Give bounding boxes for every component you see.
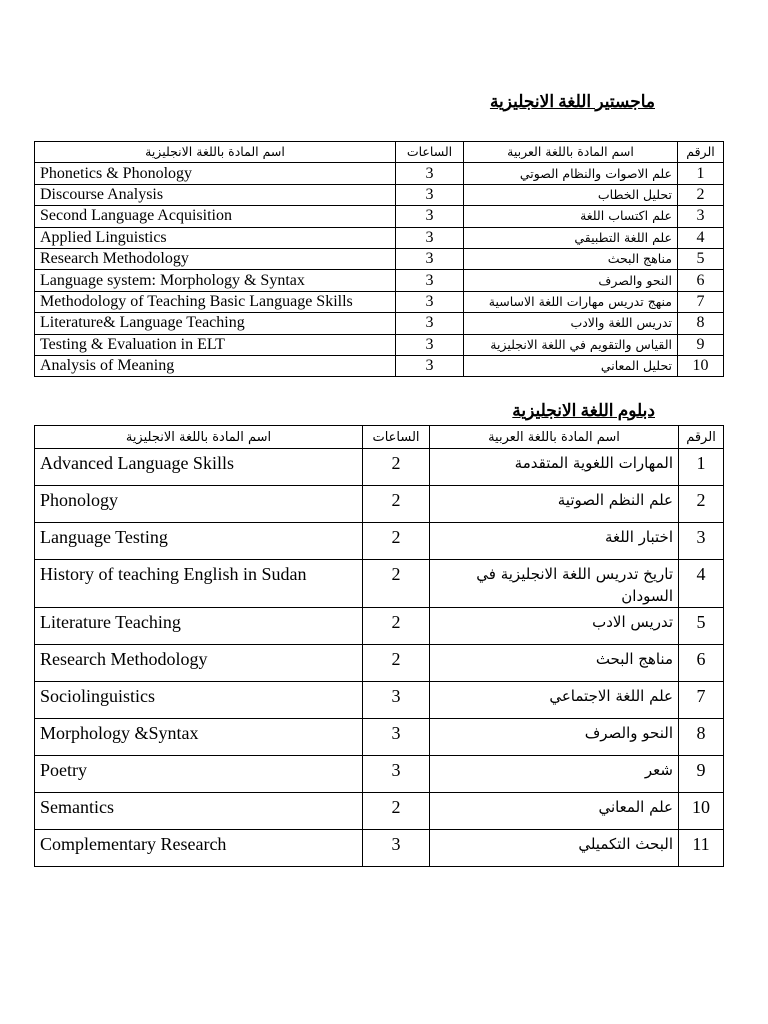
diploma-courses-table <box>34 425 724 867</box>
header-arabic-name: اسم المادة باللغة العربية <box>430 426 679 449</box>
course-arabic-name: علم الاصوات والنظام الصوتي <box>464 163 678 184</box>
course-english-name: Morphology &Syntax <box>35 719 363 756</box>
course-arabic-name: علم اكتساب اللغة <box>464 206 678 227</box>
course-number: 8 <box>679 719 724 756</box>
course-number: 3 <box>679 523 724 560</box>
table-row <box>35 793 724 830</box>
course-number: 1 <box>679 449 724 486</box>
course-hours: 2 <box>363 486 430 523</box>
table-row <box>35 206 724 227</box>
course-english-name: Applied Linguistics <box>35 227 396 248</box>
course-english-name: Language system: Morphology & Syntax <box>35 270 396 291</box>
course-arabic-name: تدريس اللغة والادب <box>464 313 678 334</box>
course-hours: 3 <box>396 355 464 376</box>
course-arabic-name: علم اللغة الاجتماعي <box>430 682 679 719</box>
table-header-row <box>35 426 724 449</box>
course-english-name: Research Methodology <box>35 248 396 269</box>
course-hours: 2 <box>363 523 430 560</box>
master-title: ماجستير اللغة الانجليزية <box>489 92 655 111</box>
course-number: 3 <box>678 206 724 227</box>
table-row <box>35 682 724 719</box>
course-arabic-name: شعر <box>430 756 679 793</box>
table-row <box>35 184 724 205</box>
course-arabic-name: علم المعاني <box>430 793 679 830</box>
course-english-name: Methodology of Teaching Basic Language Skills <box>35 291 396 312</box>
header-arabic-name: اسم المادة باللغة العربية <box>464 142 678 163</box>
course-hours: 3 <box>363 719 430 756</box>
course-english-name: Advanced Language Skills <box>35 449 363 486</box>
course-number: 4 <box>678 227 724 248</box>
course-english-name: Testing & Evaluation in ELT <box>35 334 396 355</box>
table-row <box>35 227 724 248</box>
course-english-name: Analysis of Meaning <box>35 355 396 376</box>
course-number: 4 <box>679 560 724 608</box>
course-arabic-name: علم اللغة التطبيقي <box>464 227 678 248</box>
table-row <box>35 248 724 269</box>
header-number: الرقم <box>678 142 724 163</box>
course-number: 9 <box>678 334 724 355</box>
course-arabic-name: المهارات اللغوية المتقدمة <box>430 449 679 486</box>
course-arabic-name: تاريخ تدريس اللغة الانجليزية في السودان <box>430 560 679 608</box>
course-hours: 3 <box>396 248 464 269</box>
table-row <box>35 355 724 376</box>
course-number: 5 <box>678 248 724 269</box>
course-hours: 2 <box>363 608 430 645</box>
course-number: 7 <box>678 291 724 312</box>
course-hours: 3 <box>396 184 464 205</box>
course-hours: 3 <box>396 270 464 291</box>
header-number: الرقم <box>679 426 724 449</box>
course-hours: 3 <box>396 313 464 334</box>
course-arabic-name: البحث التكميلي <box>430 830 679 867</box>
header-english-name: اسم المادة باللغة الانجليزية <box>35 426 363 449</box>
course-english-name: Language Testing <box>35 523 363 560</box>
course-hours: 2 <box>363 645 430 682</box>
course-english-name: History of teaching English in Sudan <box>35 560 363 608</box>
course-number: 5 <box>679 608 724 645</box>
course-hours: 2 <box>363 560 430 608</box>
table-row <box>35 449 724 486</box>
course-english-name: Discourse Analysis <box>35 184 396 205</box>
course-english-name: Phonetics & Phonology <box>35 163 396 184</box>
course-number: 10 <box>679 793 724 830</box>
table-row <box>35 719 724 756</box>
course-english-name: Sociolinguistics <box>35 682 363 719</box>
course-english-name: Second Language Acquisition <box>35 206 396 227</box>
table-row <box>35 830 724 867</box>
course-english-name: Poetry <box>35 756 363 793</box>
course-number: 2 <box>678 184 724 205</box>
table-row <box>35 486 724 523</box>
course-english-name: Phonology <box>35 486 363 523</box>
course-arabic-name: مناهج البحث <box>430 645 679 682</box>
course-hours: 3 <box>363 682 430 719</box>
course-hours: 3 <box>396 227 464 248</box>
master-courses-table <box>34 141 724 377</box>
course-hours: 3 <box>396 291 464 312</box>
course-hours: 2 <box>363 449 430 486</box>
course-hours: 3 <box>396 163 464 184</box>
course-hours: 3 <box>363 756 430 793</box>
table-row <box>35 163 724 184</box>
course-english-name: Complementary Research <box>35 830 363 867</box>
course-arabic-name: تحليل المعاني <box>464 355 678 376</box>
course-number: 1 <box>678 163 724 184</box>
table-row <box>35 560 724 608</box>
course-hours: 2 <box>363 793 430 830</box>
table-row <box>35 608 724 645</box>
course-arabic-name: النحو والصرف <box>464 270 678 291</box>
table-row <box>35 334 724 355</box>
course-hours: 3 <box>396 206 464 227</box>
course-arabic-name: تحليل الخطاب <box>464 184 678 205</box>
table-header-row <box>35 142 724 163</box>
table-row <box>35 756 724 793</box>
table-row <box>35 645 724 682</box>
course-arabic-name: تدريس الادب <box>430 608 679 645</box>
course-english-name: Research Methodology <box>35 645 363 682</box>
course-number: 11 <box>679 830 724 867</box>
course-number: 10 <box>678 355 724 376</box>
course-number: 8 <box>678 313 724 334</box>
table-row <box>35 523 724 560</box>
header-hours: الساعات <box>396 142 464 163</box>
course-arabic-name: اختبار اللغة <box>430 523 679 560</box>
course-english-name: Semantics <box>35 793 363 830</box>
course-english-name: Literature& Language Teaching <box>35 313 396 334</box>
course-number: 9 <box>679 756 724 793</box>
header-hours: الساعات <box>363 426 430 449</box>
diploma-title: دبلوم اللغة الانجليزية <box>512 401 655 420</box>
course-number: 2 <box>679 486 724 523</box>
course-number: 6 <box>679 645 724 682</box>
course-arabic-name: منهج تدريس مهارات اللغة الاساسية <box>464 291 678 312</box>
table-row <box>35 270 724 291</box>
course-number: 7 <box>679 682 724 719</box>
table-row <box>35 313 724 334</box>
course-number: 6 <box>678 270 724 291</box>
course-arabic-name: علم النظم الصوتية <box>430 486 679 523</box>
course-hours: 3 <box>396 334 464 355</box>
course-english-name: Literature Teaching <box>35 608 363 645</box>
course-arabic-name: النحو والصرف <box>430 719 679 756</box>
table-row <box>35 291 724 312</box>
header-english-name: اسم المادة باللغة الانجليزية <box>35 142 396 163</box>
course-arabic-name: مناهج البحث <box>464 248 678 269</box>
course-arabic-name: القياس والتقويم في اللغة الانجليزية <box>464 334 678 355</box>
course-hours: 3 <box>363 830 430 867</box>
